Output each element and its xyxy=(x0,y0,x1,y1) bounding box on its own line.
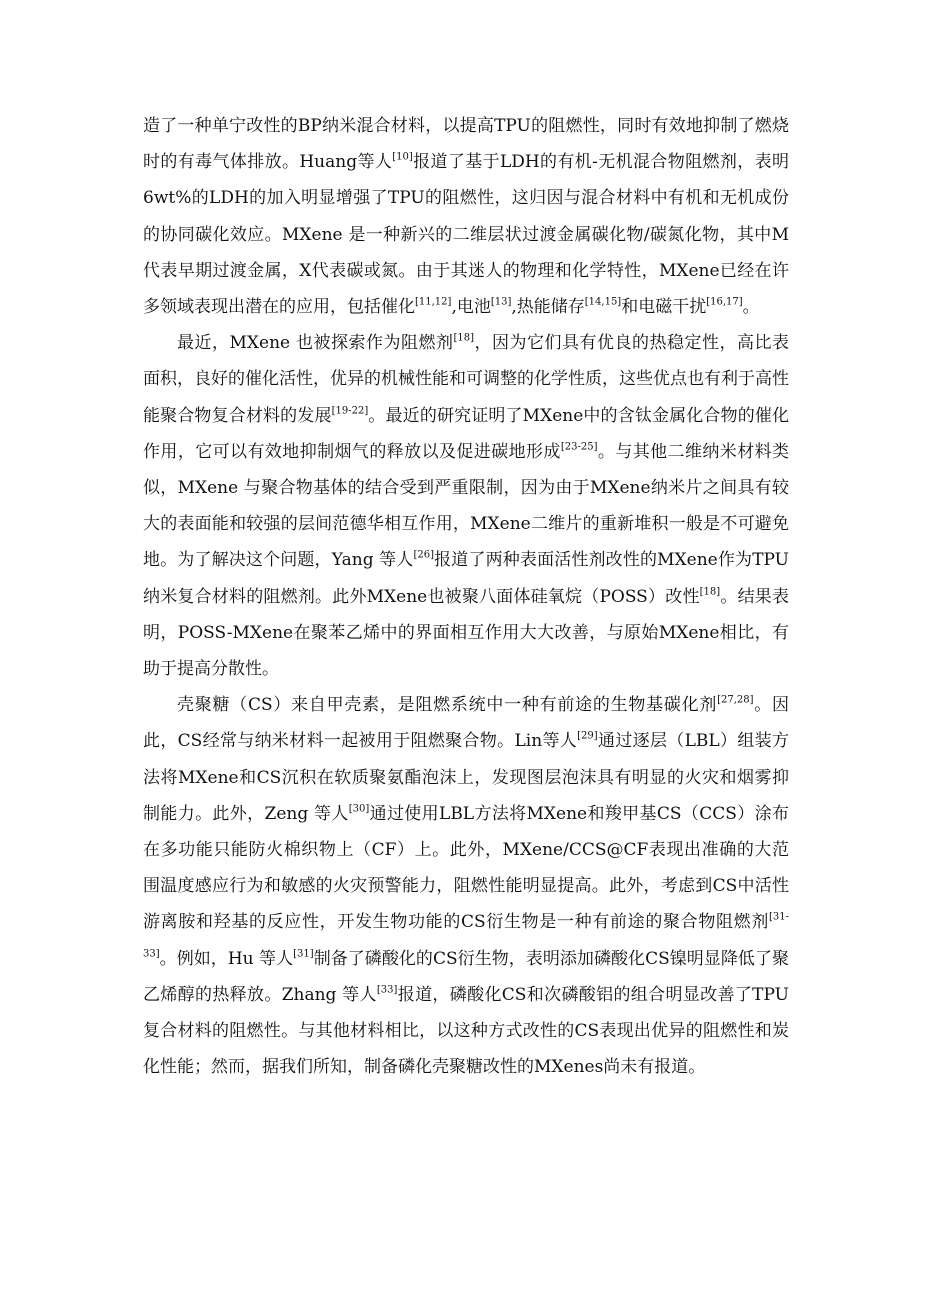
text-run: 。例如，Hu 等人 xyxy=(159,948,294,969)
text-run: ，因为它们具有优良的热稳定性，高比表面积，良好的催化活性，优异的机械性能和可调整的化学性质，这些优点也有利于高性能聚合物复合材料的发展 xyxy=(143,333,790,426)
citation-ref: [30] xyxy=(348,803,370,815)
text-run: 报道了基于LDH的有机-无机混合物阻燃剂，表明6wt%的LDH的加入明显增强了TPU的阻燃性，这归因与混合材料中有机和无机成份的协同碳化效应。MXene 是一种新兴的二维层状过渡金属碳化物/碳氮化物，其中M代表早期过渡金属，X代表碳或氮。由于其迷人的物理和化学特性，MXene已经在许多领域表现出潜在的应用，包括催化 xyxy=(143,152,789,318)
citation-ref: [13] xyxy=(490,296,512,308)
citation-ref: [23-25] xyxy=(560,441,598,453)
citation-ref: [18] xyxy=(453,332,475,344)
text-run: 。 xyxy=(742,297,760,318)
text-run: 制备了磷酸化的CS衍生物，表明添加磷酸化CS镍明显降低了聚乙烯醇的热释放。Zhang 等人 xyxy=(143,948,789,1005)
citation-ref: [14,15] xyxy=(584,296,622,308)
text-run: ,热能储存 xyxy=(511,297,585,318)
citation-ref: [33] xyxy=(376,984,398,996)
text-run: 。因此，CS经常与纳米材料一起被用于阻燃聚合物。Lin等人 xyxy=(143,695,790,752)
text-run: 。结果表明，POSS-MXene在聚苯乙烯中的界面相互作用大大改善，与原始MXene相比，有助于提高分散性。 xyxy=(143,586,790,680)
document-page xyxy=(143,108,789,1085)
paragraph-2 xyxy=(143,325,789,687)
citation-ref: [31-33] xyxy=(143,911,789,960)
text-run: 造了一种单宁改性的BP纳米混合材料，以提高TPU的阻燃性，同时有效地抑制了燃烧时的有毒气体排放。Huang等人 xyxy=(143,116,789,173)
text-run: 通过逐层（LBL）组装方法将MXene和CS沉积在软质聚氨酯泡沫上，发现图层泡沫具有明显的火灾和烟雾抑制能力。此外，Zeng 等人 xyxy=(143,731,789,824)
text-run: 和电磁干扰 xyxy=(621,297,707,318)
text-run: 。与其他二维纳米材料类似，MXene 与聚合物基体的结合受到严重限制，因为由于MXene纳米片之间具有较大的表面能和较强的层间范德华相互作用，MXene二维片的重新堆积一般是不可避免地。为了解决这个问题，Yang 等人 xyxy=(143,441,790,571)
text-run: 报道，磷酸化CS和次磷酸铝的组合明显改善了TPU复合材料的阻燃性。与其他材料相比，以这种方式改性的CS表现出优异的阻燃性和炭化性能；然而，据我们所知，制备磷化壳聚糖改性的MXenes尚未有报道。 xyxy=(143,984,789,1078)
citation-ref: [18] xyxy=(699,586,721,598)
citation-ref: [27,28] xyxy=(717,694,754,706)
text-run: 通过使用LBL方法将MXene和羧甲基CS（CCS）涂布在多功能只能防火棉织物上（CF）上。此外，MXene/CCS@CF表现出准确的大范围温度感应行为和敏感的火灾预警能力，阻燃性能明显提高。此外，考虑到CS中活性游离胺和羟基的反应性，开发生物功能的CS衍生物是一种有前途的聚合物阻燃剂 xyxy=(143,803,790,933)
citation-ref: [19-22] xyxy=(331,405,369,417)
text-run: 壳聚糖（CS）来自甲壳素，是阻燃系统中一种有前途的生物基碳化剂 xyxy=(177,695,718,716)
citation-ref: [16,17] xyxy=(706,296,743,308)
citation-ref: [11,12] xyxy=(415,296,452,308)
paragraph-1 xyxy=(143,108,789,325)
citation-ref: [10] xyxy=(392,151,413,163)
citation-ref: [26] xyxy=(413,549,434,561)
citation-ref: [29] xyxy=(577,730,598,742)
paragraph-3 xyxy=(143,687,789,1085)
text-run: 报道了两种表面活性剂改性的MXene作为TPU纳米复合材料的阻燃剂。此外MXene也被聚八面体硅氧烷（POSS）改性 xyxy=(143,550,789,607)
citation-ref: [31] xyxy=(293,948,314,960)
text-run: 。最近的研究证明了MXene中的含钛金属化合物的催化作用，它可以有效地抑制烟气的释放以及促进碳地形成 xyxy=(143,405,790,462)
text-run: 最近，MXene 也被探索作为阻燃剂 xyxy=(177,333,454,354)
text-run: ,电池 xyxy=(451,297,491,318)
